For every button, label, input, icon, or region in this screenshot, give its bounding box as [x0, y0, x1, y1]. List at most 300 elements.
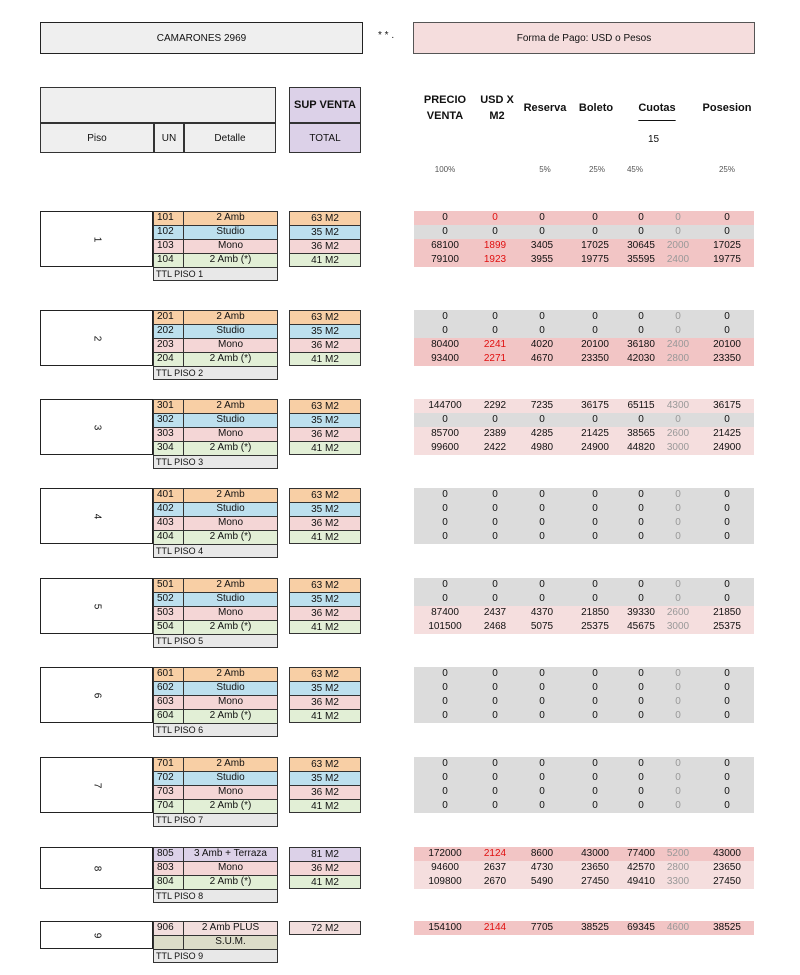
price-cell: 0	[675, 593, 681, 604]
price-cell: 0	[539, 579, 545, 590]
price-cell: 0	[675, 226, 681, 237]
sup-venta-cell: 35 M2	[289, 681, 361, 695]
sup-venta-cell: 41 M2	[289, 709, 361, 723]
price-cell: 0	[638, 668, 644, 679]
price-cell: 0	[638, 682, 644, 693]
price-cell: 0	[724, 325, 730, 336]
unit-number: 803	[154, 862, 184, 875]
unit-row	[153, 709, 278, 723]
unit-detail: 2 Amb (*)	[209, 710, 252, 721]
unit-row	[153, 592, 278, 606]
unit-detail: 2 Amb (*)	[209, 353, 252, 364]
unit-number: 604	[154, 710, 184, 723]
price-row	[414, 757, 754, 771]
sup-venta-cell: 63 M2	[289, 578, 361, 592]
price-cell: 85700	[431, 428, 459, 439]
unit-number: 701	[154, 758, 184, 771]
price-cell: 77400	[627, 848, 655, 859]
price-cell: 0	[592, 311, 598, 322]
price-cell: 0	[638, 758, 644, 769]
price-cell: 0	[724, 668, 730, 679]
piso-number: 7	[91, 782, 102, 788]
price-cell: 7705	[530, 922, 554, 933]
price-cell: 0	[675, 710, 681, 721]
unit-row	[153, 427, 278, 441]
unit-detail: Mono	[217, 339, 243, 350]
price-cell: 93400	[431, 353, 459, 364]
price-cell: 79100	[431, 254, 459, 265]
price-cell: 38565	[627, 428, 655, 439]
price-cell: 0	[492, 800, 498, 811]
floor-total-label: TTL PISO 5	[153, 634, 278, 648]
price-cell: 0	[638, 212, 644, 223]
sup-venta-cell: 35 M2	[289, 324, 361, 338]
unit-row	[153, 253, 278, 267]
pct-precio: 100%	[434, 165, 456, 174]
price-cell: 0	[539, 489, 545, 500]
price-cell: 23650	[713, 862, 741, 873]
unit-detail: Mono	[217, 862, 243, 873]
price-cell: 0	[539, 696, 545, 707]
unit-detail: Mono	[217, 607, 243, 618]
unit-detail: Mono	[217, 786, 243, 797]
price-row	[414, 413, 754, 427]
price-cell: 2124	[483, 848, 507, 859]
price-cell: 2670	[483, 876, 507, 887]
floor-total-label: TTL PISO 8	[153, 889, 278, 903]
price-cell: 65115	[627, 400, 655, 411]
price-cell: 0	[539, 517, 545, 528]
sup-venta-cell: 81 M2	[289, 847, 361, 861]
price-row	[414, 771, 754, 785]
price-cell: 0	[592, 758, 598, 769]
price-row	[414, 338, 754, 352]
price-cell: 20100	[581, 339, 609, 350]
price-cell: 44820	[627, 442, 655, 453]
price-cell: 0	[492, 682, 498, 693]
un-header: UN	[154, 123, 184, 153]
price-cell: 2000	[666, 240, 690, 251]
price-cell: 5490	[530, 876, 554, 887]
sup-venta-cell: 63 M2	[289, 211, 361, 225]
floor-total-label: TTL PISO 3	[153, 455, 278, 469]
price-cell: 0	[442, 311, 448, 322]
price-cell: 2800	[666, 862, 690, 873]
price-cell: 0	[675, 489, 681, 500]
price-cell: 0	[442, 668, 448, 679]
price-cell: 144700	[428, 400, 462, 411]
price-cell: 0	[724, 786, 730, 797]
price-row	[414, 441, 754, 455]
unit-number: 704	[154, 800, 184, 813]
unit-row	[153, 239, 278, 253]
price-cell: 0	[539, 786, 545, 797]
price-cell: 68100	[431, 240, 459, 251]
unit-row	[153, 757, 278, 771]
price-cell: 0	[492, 212, 498, 223]
price-cell: 3000	[666, 621, 690, 632]
unit-detail: 2 Amb (*)	[209, 876, 252, 887]
payment-box	[413, 22, 755, 54]
piso-cell	[40, 399, 153, 455]
price-cell: 2600	[666, 607, 690, 618]
price-cell: 0	[539, 593, 545, 604]
sup-venta-header: SUP VENTA	[289, 87, 361, 123]
unit-number: 602	[154, 682, 184, 695]
price-cell: 0	[539, 682, 545, 693]
sup-venta-cell: 36 M2	[289, 516, 361, 530]
unit-detail: 2 Amb (*)	[209, 800, 252, 811]
piso-number: 5	[91, 603, 102, 609]
price-row	[414, 225, 754, 239]
unit-detail: Studio	[216, 325, 245, 336]
price-cell: 0	[442, 517, 448, 528]
unit-row	[153, 695, 278, 709]
reserva-header: Reserva	[523, 102, 567, 114]
price-cell: 0	[492, 772, 498, 783]
price-row	[414, 681, 754, 695]
project-title: CAMARONES 2969	[156, 32, 247, 44]
price-cell: 3955	[530, 254, 554, 265]
price-cell: 38525	[713, 922, 741, 933]
unit-detail: Mono	[217, 240, 243, 251]
price-cell: 3300	[666, 876, 690, 887]
price-cell: 0	[724, 696, 730, 707]
price-cell: 0	[638, 696, 644, 707]
price-cell: 38525	[581, 922, 609, 933]
unit-number: 404	[154, 531, 184, 544]
price-row	[414, 502, 754, 516]
price-row	[414, 352, 754, 366]
price-cell: 0	[638, 503, 644, 514]
sup-venta-cell: 41 M2	[289, 620, 361, 634]
price-cell: 0	[675, 696, 681, 707]
price-cell: 0	[592, 503, 598, 514]
price-cell: 0	[442, 579, 448, 590]
piso-number: 3	[91, 424, 102, 430]
price-cell: 7235	[530, 400, 554, 411]
price-cell: 2400	[666, 339, 690, 350]
sup-venta-cell: 63 M2	[289, 667, 361, 681]
unit-row	[153, 310, 278, 324]
price-row	[414, 578, 754, 592]
price-cell: 154100	[428, 922, 462, 933]
price-cell: 0	[442, 489, 448, 500]
price-cell: 0	[592, 489, 598, 500]
usd-m2-header: USD X M2	[480, 94, 514, 122]
price-cell: 0	[724, 503, 730, 514]
price-cell: 0	[492, 579, 498, 590]
sup-venta-cell: 41 M2	[289, 530, 361, 544]
price-cell: 2389	[483, 428, 507, 439]
price-row	[414, 799, 754, 813]
price-cell: 172000	[428, 848, 462, 859]
price-row	[414, 620, 754, 634]
price-cell: 0	[675, 800, 681, 811]
price-cell: 0	[592, 696, 598, 707]
piso-cell	[40, 310, 153, 366]
sup-venta-cell: 36 M2	[289, 239, 361, 253]
price-cell: 0	[592, 772, 598, 783]
price-cell: 27450	[581, 876, 609, 887]
price-cell: 5075	[530, 621, 554, 632]
floor-total-label: TTL PISO 1	[153, 267, 278, 281]
price-cell: 0	[675, 414, 681, 425]
price-row	[414, 211, 754, 225]
price-row	[414, 239, 754, 253]
price-row	[414, 427, 754, 441]
price-cell: 2400	[666, 254, 690, 265]
price-cell: 35595	[627, 254, 655, 265]
price-cell: 4980	[530, 442, 554, 453]
unit-number: 102	[154, 226, 184, 239]
price-cell: 0	[592, 800, 598, 811]
price-cell: 0	[724, 579, 730, 590]
price-cell: 4600	[666, 922, 690, 933]
price-row	[414, 921, 754, 935]
sup-venta-cell: 63 M2	[289, 488, 361, 502]
price-cell: 30645	[627, 240, 655, 251]
sup-venta-cell: 35 M2	[289, 225, 361, 239]
unit-number: 202	[154, 325, 184, 338]
price-cell: 2437	[483, 607, 507, 618]
price-cell: 0	[539, 800, 545, 811]
price-cell: 2637	[483, 862, 507, 873]
price-cell: 36175	[581, 400, 609, 411]
sup-venta-cell: 72 M2	[289, 921, 361, 935]
price-cell: 94600	[431, 862, 459, 873]
floor-total-label: TTL PISO 2	[153, 366, 278, 380]
price-cell: 0	[592, 226, 598, 237]
price-row	[414, 516, 754, 530]
unit-row	[153, 847, 278, 861]
price-cell: 0	[442, 593, 448, 604]
price-cell: 21425	[581, 428, 609, 439]
floor-total-label: TTL PISO 9	[153, 949, 278, 963]
price-cell: 0	[492, 325, 498, 336]
price-cell: 0	[539, 668, 545, 679]
unit-number: 402	[154, 503, 184, 516]
unit-detail: S.U.M.	[215, 936, 246, 947]
unit-row	[153, 785, 278, 799]
unit-row	[153, 413, 278, 427]
price-cell: 0	[442, 414, 448, 425]
cuotas-header: Cuotas	[638, 102, 676, 114]
price-row	[414, 695, 754, 709]
price-cell: 101500	[428, 621, 462, 632]
price-cell: 0	[675, 517, 681, 528]
piso-cell	[40, 488, 153, 544]
floor-total-label: TTL PISO 4	[153, 544, 278, 558]
sup-venta-cell: 63 M2	[289, 757, 361, 771]
price-cell: 0	[492, 758, 498, 769]
pct-posesion: 25%	[718, 165, 735, 174]
price-row	[414, 253, 754, 267]
piso-number: 1	[91, 236, 102, 242]
precio-header: PRECIO VENTA	[423, 94, 467, 122]
price-cell: 0	[724, 212, 730, 223]
price-cell: 0	[442, 800, 448, 811]
price-row	[414, 861, 754, 875]
price-cell: 0	[442, 696, 448, 707]
price-cell: 0	[675, 772, 681, 783]
piso-number: 2	[91, 335, 102, 341]
unit-number: 302	[154, 414, 184, 427]
unit-number: 101	[154, 212, 184, 225]
unit-number: 403	[154, 517, 184, 530]
piso-number: 9	[91, 932, 102, 938]
price-cell: 0	[638, 489, 644, 500]
sup-venta-cell: 36 M2	[289, 427, 361, 441]
unit-detail: 2 Amb (*)	[209, 254, 252, 265]
price-cell: 0	[638, 531, 644, 542]
price-row	[414, 592, 754, 606]
unit-row	[153, 225, 278, 239]
price-cell: 0	[539, 325, 545, 336]
price-cell: 0	[592, 579, 598, 590]
unit-row	[153, 502, 278, 516]
price-cell: 0	[539, 758, 545, 769]
piso-cell	[40, 757, 153, 813]
unit-number: 103	[154, 240, 184, 253]
price-cell: 0	[592, 682, 598, 693]
price-cell: 0	[492, 226, 498, 237]
price-cell: 20100	[713, 339, 741, 350]
price-cell: 0	[539, 772, 545, 783]
price-cell: 0	[539, 212, 545, 223]
unit-row	[153, 338, 278, 352]
price-cell: 0	[592, 531, 598, 542]
sup-venta-cell: 35 M2	[289, 592, 361, 606]
unit-detail: Studio	[216, 414, 245, 425]
piso-header: Piso	[40, 123, 154, 153]
price-cell: 0	[592, 212, 598, 223]
price-cell: 2241	[483, 339, 507, 350]
price-cell: 0	[724, 682, 730, 693]
price-cell: 0	[638, 710, 644, 721]
price-cell: 0	[442, 226, 448, 237]
price-cell: 0	[592, 593, 598, 604]
unit-detail: Mono	[217, 517, 243, 528]
unit-row	[153, 875, 278, 889]
piso-number: 8	[91, 865, 102, 871]
price-cell: 0	[675, 682, 681, 693]
price-cell: 0	[492, 710, 498, 721]
price-cell: 0	[442, 325, 448, 336]
price-cell: 0	[724, 517, 730, 528]
unit-number: 301	[154, 400, 184, 413]
unit-row	[153, 488, 278, 502]
sup-venta-cell: 41 M2	[289, 253, 361, 267]
price-row	[414, 847, 754, 861]
unit-number: 603	[154, 696, 184, 709]
unit-detail: 2 Amb	[216, 489, 245, 500]
price-cell: 17025	[581, 240, 609, 251]
price-cell: 0	[442, 531, 448, 542]
price-cell: 0	[492, 311, 498, 322]
price-cell: 0	[638, 311, 644, 322]
price-row	[414, 709, 754, 723]
sup-venta-cell: 35 M2	[289, 502, 361, 516]
boleto-header: Boleto	[578, 102, 614, 114]
price-cell: 0	[638, 772, 644, 783]
unit-detail: 2 Amb	[216, 212, 245, 223]
unit-detail: 2 Amb (*)	[209, 531, 252, 542]
price-cell: 1899	[483, 240, 507, 251]
unit-detail: Mono	[217, 428, 243, 439]
price-cell: 0	[492, 696, 498, 707]
unit-detail: 2 Amb PLUS	[201, 922, 260, 933]
price-cell: 23650	[581, 862, 609, 873]
price-cell: 0	[592, 710, 598, 721]
unit-number: 502	[154, 593, 184, 606]
unit-detail: Studio	[216, 593, 245, 604]
price-cell: 0	[724, 800, 730, 811]
sup-venta-cell: 36 M2	[289, 338, 361, 352]
sup-venta-cell: 41 M2	[289, 799, 361, 813]
price-cell: 19775	[581, 254, 609, 265]
floor-total-label: TTL PISO 7	[153, 813, 278, 827]
separator-dots: * * .	[378, 30, 395, 41]
price-cell: 0	[492, 531, 498, 542]
unit-row	[153, 921, 278, 935]
price-cell: 23350	[581, 353, 609, 364]
unit-detail: Studio	[216, 772, 245, 783]
unit-number: 804	[154, 876, 184, 889]
unit-row	[153, 578, 278, 592]
price-cell: 0	[442, 772, 448, 783]
unit-number: 401	[154, 489, 184, 502]
pct-boleto: 25%	[588, 165, 605, 174]
piso-cell	[40, 578, 153, 634]
price-cell: 0	[492, 489, 498, 500]
piso-number: 6	[91, 692, 102, 698]
price-cell: 0	[592, 517, 598, 528]
unit-detail: 2 Amb	[216, 400, 245, 411]
price-cell: 0	[539, 311, 545, 322]
price-cell: 0	[724, 593, 730, 604]
price-cell: 4020	[530, 339, 554, 350]
unit-detail: 2 Amb	[216, 758, 245, 769]
sup-venta-cell: 41 M2	[289, 875, 361, 889]
piso-cell	[40, 211, 153, 267]
price-cell: 0	[675, 212, 681, 223]
price-cell: 0	[724, 226, 730, 237]
price-row	[414, 667, 754, 681]
unit-row	[153, 681, 278, 695]
price-cell: 24900	[581, 442, 609, 453]
unit-number: 805	[154, 848, 184, 861]
unit-row	[153, 861, 278, 875]
price-cell: 5200	[666, 848, 690, 859]
payment-label: Forma de Pago: USD o Pesos	[516, 32, 652, 44]
price-cell: 0	[638, 800, 644, 811]
price-cell: 0	[492, 786, 498, 797]
price-cell: 19775	[713, 254, 741, 265]
price-cell: 0	[592, 668, 598, 679]
unit-number: 304	[154, 442, 184, 455]
price-cell: 2271	[483, 353, 507, 364]
unit-number: 104	[154, 254, 184, 267]
unit-detail: 2 Amb	[216, 579, 245, 590]
price-cell: 3405	[530, 240, 554, 251]
price-cell: 42570	[627, 862, 655, 873]
price-cell: 0	[539, 503, 545, 514]
unit-number: 501	[154, 579, 184, 592]
price-cell: 3000	[666, 442, 690, 453]
piso-number: 4	[91, 513, 102, 519]
piso-cell	[40, 667, 153, 723]
